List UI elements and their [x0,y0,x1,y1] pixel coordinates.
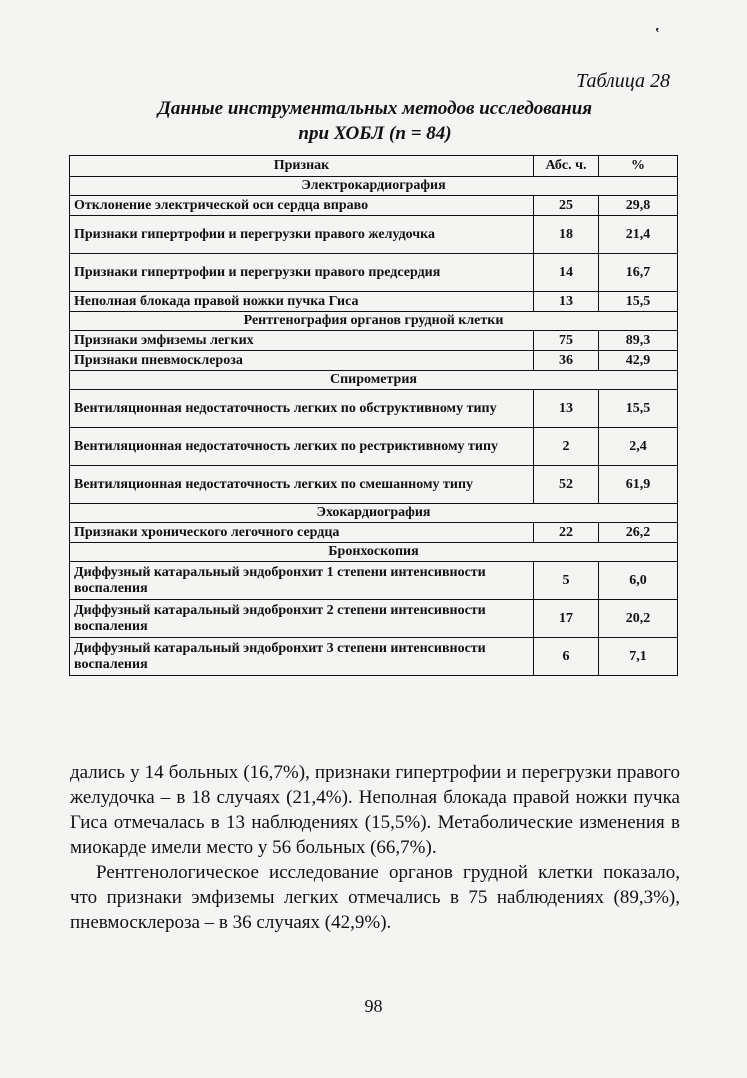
table-title-line-1: Данные инструментальных методов исследования [157,98,593,119]
table-row [70,351,678,371]
cell-percent: 21,4 [599,216,678,254]
section-title: Электрокардиография [70,177,678,196]
cell-abs: 17 [534,600,599,638]
cell-feature: Диффузный катаральный эндобронхит 1 степени интенсивности воспаления [70,562,534,600]
paragraph-2: Рентгенологическое исследование органов грудной клетки показало, что признаки эмфиземы легких отмечались в 75 наблюдениях (89,3%), пневмосклероза – в 36 случаях (42,9%). [70,862,680,933]
table-row [70,390,678,428]
cell-percent: 26,2 [599,523,678,543]
cell-abs: 36 [534,351,599,371]
section-title: Спирометрия [70,371,678,390]
table-row [70,638,678,676]
table-row [70,562,678,600]
table-title-line-2: при ХОБЛ (n = 84) [298,123,452,144]
body-text [70,760,680,935]
cell-feature: Вентиляционная недостаточность легких по рестриктивному типу [70,428,534,466]
cell-percent: 15,5 [599,390,678,428]
header-percent: % [599,156,678,177]
paragraph-1: дались у 14 больных (16,7%), признаки гипертрофии и перегрузки правого желудочка – в 18 случаях (21,4%). Неполная блокада правой ножки пучка Гиса отмечалась в 13 наблюдениях (15,5%). Метаболические изменения в миокарде имели место у 56 больных (66,7%). [70,762,680,858]
page-number: 98 [364,996,383,1016]
cell-percent: 7,1 [599,638,678,676]
table-row [70,600,678,638]
cell-abs: 13 [534,390,599,428]
section-title: Бронхоскопия [70,543,678,562]
cell-feature: Признаки гипертрофии и перегрузки правого предсердия [70,254,534,292]
section-row [70,312,678,331]
cell-percent: 16,7 [599,254,678,292]
cell-feature: Диффузный катаральный эндобронхит 3 степени интенсивности воспаления [70,638,534,676]
table-row [70,428,678,466]
cell-abs: 22 [534,523,599,543]
cell-abs: 13 [534,292,599,312]
cell-percent: 61,9 [599,466,678,504]
cell-percent: 42,9 [599,351,678,371]
table-row [70,331,678,351]
section-title: Эхокардиография [70,504,678,523]
table-row [70,466,678,504]
cell-feature: Вентиляционная недостаточность легких по смешанному типу [70,466,534,504]
data-table [69,155,678,676]
cell-feature: Отклонение электрической оси сердца вправо [70,196,534,216]
cell-feature: Неполная блокада правой ножки пучка Гиса [70,292,534,312]
cell-abs: 14 [534,254,599,292]
table-header-row [70,156,678,177]
table-row [70,196,678,216]
cell-percent: 6,0 [599,562,678,600]
table-row [70,523,678,543]
section-row [70,177,678,196]
table-row [70,292,678,312]
cell-percent: 29,8 [599,196,678,216]
cell-abs: 75 [534,331,599,351]
cell-feature: Диффузный катаральный эндобронхит 2 степени интенсивности воспаления [70,600,534,638]
cell-percent: 89,3 [599,331,678,351]
header-abs: Абс. ч. [534,156,599,177]
cell-feature: Признаки гипертрофии и перегрузки правого желудочка [70,216,534,254]
cell-feature: Вентиляционная недостаточность легких по обструктивному типу [70,390,534,428]
cell-feature: Признаки пневмосклероза [70,351,534,371]
cell-abs: 18 [534,216,599,254]
cell-abs: 52 [534,466,599,504]
cell-percent: 20,2 [599,600,678,638]
cell-abs: 2 [534,428,599,466]
section-row [70,371,678,390]
cell-feature: Признаки эмфиземы легких [70,331,534,351]
cell-percent: 15,5 [599,292,678,312]
table-row [70,216,678,254]
cell-percent: 2,4 [599,428,678,466]
cell-abs: 25 [534,196,599,216]
table-title [60,96,690,146]
table-row [70,254,678,292]
cell-abs: 6 [534,638,599,676]
section-title: Рентгенография органов грудной клетки [70,312,678,331]
cell-abs: 5 [534,562,599,600]
section-row [70,543,678,562]
header-feature: Признак [70,156,534,177]
section-row [70,504,678,523]
table-body [70,177,678,676]
cell-feature: Признаки хронического легочного сердца [70,523,534,543]
table-label: Таблица 28 [576,70,670,92]
print-mark: ‛ [655,26,660,41]
